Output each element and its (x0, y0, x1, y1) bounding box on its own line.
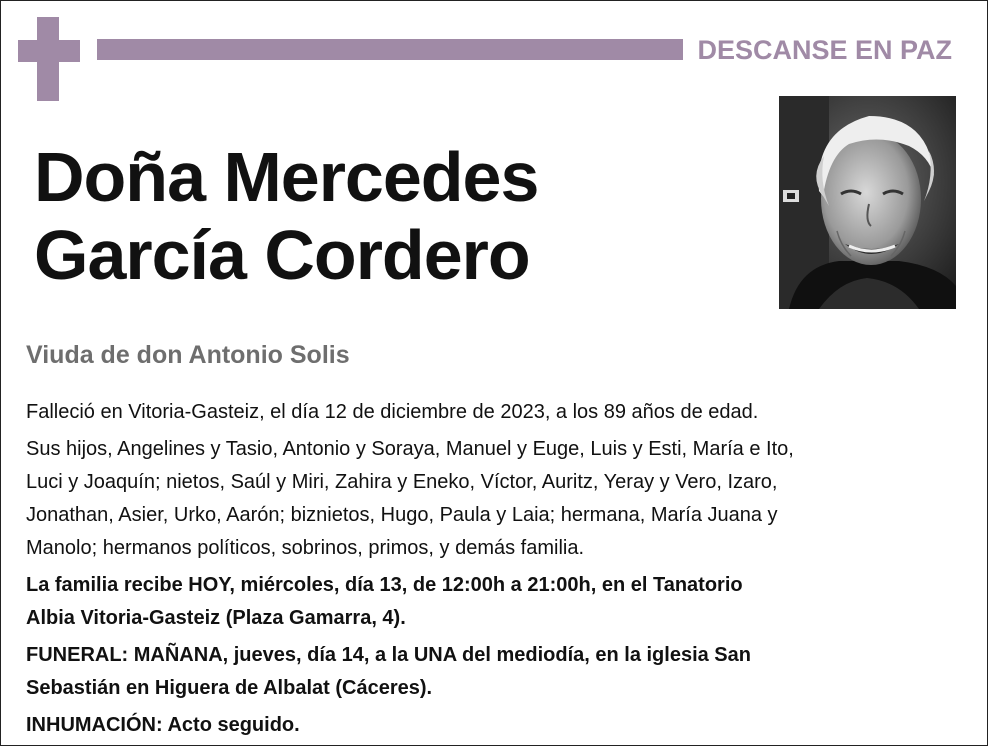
family-line: Luci y Joaquín; nietos, Saúl y Miri, Zahira y Eneko, Víctor, Auritz, Yeray y Vero, Izaro, (26, 471, 778, 493)
funeral-line: Sebastián en Higuera de Albalat (Cáceres). (26, 677, 433, 699)
funeral-line: FUNERAL: MAÑANA, jueves, día 14, a la UNA del mediodía, en la iglesia San (26, 644, 751, 666)
visitation-line: Albia Vitoria-Gasteiz (Plaza Gamarra, 4). (26, 607, 406, 629)
death-notice: Falleció en Vitoria-Gasteiz, el día 12 de diciembre de 2023, a los 89 años de edad. (26, 401, 759, 423)
family-line: Manolo; hermanos políticos, sobrinos, primos, y demás familia. (26, 537, 585, 559)
family-line: Jonathan, Asier, Urko, Aarón; biznietos, Hugo, Paula y Laia; hermana, María Juana y (26, 504, 778, 526)
funeral-notice (26, 639, 926, 705)
obituary-body (26, 396, 926, 742)
deceased-name-line1: Doña Mercedes (34, 138, 539, 216)
portrait-image (779, 96, 956, 309)
deceased-photo (779, 96, 956, 309)
widow-subtitle: Viuda de don Antonio Solis (26, 341, 350, 369)
cross-icon-horizontal (18, 40, 80, 62)
family-line: Sus hijos, Angelines y Tasio, Antonio y Soraya, Manuel y Euge, Luis y Esti, María e Ito, (26, 438, 794, 460)
visitation-notice (26, 569, 926, 635)
deceased-name-line2: García Cordero (34, 216, 530, 294)
family-list (26, 433, 926, 565)
visitation-line: La familia recibe HOY, miércoles, día 13, de 12:00h a 21:00h, en el Tanatorio (26, 574, 743, 596)
burial-notice: INHUMACIÓN: Acto seguido. (26, 714, 300, 736)
header-title: DESCANSE EN PAZ (697, 35, 952, 65)
deceased-name (34, 138, 538, 294)
header-bar (97, 39, 683, 60)
